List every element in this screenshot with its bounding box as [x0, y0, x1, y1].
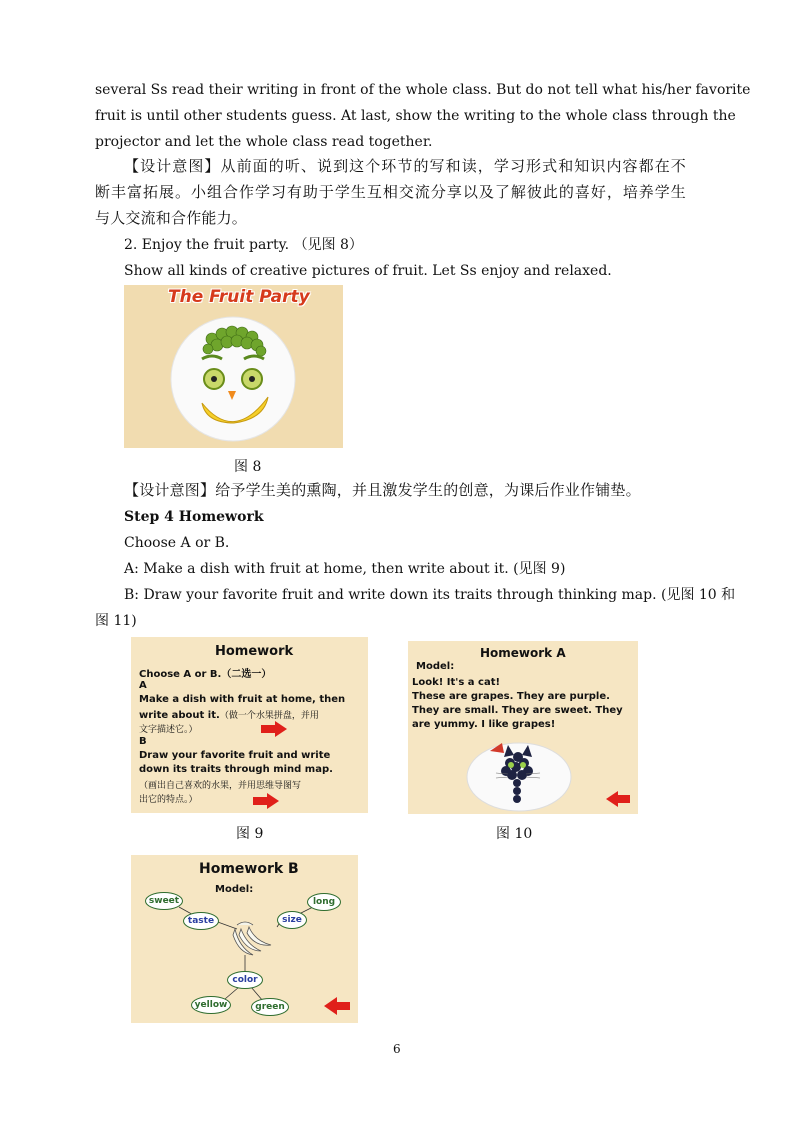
homework-slide — [131, 637, 368, 813]
option-a-line: A: Make a dish with fruit at home, then write about it. (见图 9) — [124, 561, 566, 577]
node-color: color — [227, 971, 263, 989]
node-sweet: sweet — [145, 892, 183, 910]
homework-b-model-label: Model: — [215, 884, 254, 895]
homework-slide-line1: Choose A or B.（二选一） — [139, 669, 272, 680]
option-b-line2: 图 11) — [95, 613, 137, 629]
right-arrow-icon — [261, 721, 287, 737]
fruit-party-slide — [124, 285, 343, 448]
node-size: size — [277, 911, 307, 929]
homework-slide-line4: write about it.（做一个水果拼盘，并用 — [139, 710, 319, 721]
homework-a-line1: Look! It's a cat! — [412, 677, 501, 688]
design-intent-1-line3: 与人交流和合作能力。 — [95, 209, 248, 227]
homework-slide-line9: （画出自己喜欢的水果，并用思维导图写 — [139, 781, 302, 791]
homework-a-slide — [408, 641, 638, 814]
node-yellow: yellow — [191, 996, 231, 1014]
left-arrow-icon — [324, 997, 350, 1015]
item-2-description: Show all kinds of creative pictures of fruit. Let Ss enjoy and relaxed. — [124, 263, 612, 279]
left-arrow-icon — [606, 791, 630, 807]
node-long: long — [307, 893, 341, 911]
homework-slide-line3: Make a dish with fruit at home, then — [139, 694, 346, 705]
design-intent-1-line1: 【设计意图】从前面的听、说到这个环节的写和读，学习形式和知识内容都在不 — [124, 157, 686, 175]
homework-a-model-label: Model: — [416, 661, 455, 672]
homework-b-title: Homework B — [199, 861, 299, 877]
step-4-heading: Step 4 Homework — [124, 509, 264, 525]
option-b-line1: B: Draw your favorite fruit and write down its traits through thinking map. (见图 10 和 — [124, 587, 736, 603]
para1-line1: several Ss read their writing in front of the whole class. But do not tell what his/her favorite — [95, 82, 751, 98]
node-green: green — [251, 998, 289, 1016]
para1-line2: fruit is until other students guess. At last, show the writing to the whole class through the — [95, 108, 736, 124]
choose-line: Choose A or B. — [124, 535, 230, 551]
para1-line3: projector and let the whole class read together. — [95, 134, 433, 150]
homework-slide-title: Homework — [215, 644, 294, 659]
banana-bunch-icon — [233, 922, 271, 955]
homework-a-line4: are yummy. I like grapes! — [412, 719, 556, 730]
homework-slide-line6: B — [139, 736, 147, 747]
right-arrow-icon — [253, 793, 279, 809]
fruit-party-title: The Fruit Party — [168, 287, 310, 307]
item-2-heading: 2. Enjoy the fruit party. （见图 8） — [124, 237, 363, 253]
grape-cat-plate-illustration — [466, 733, 572, 813]
homework-slide-line10: 出它的特点。） — [139, 795, 198, 805]
figure-8-caption: 图 8 — [234, 459, 262, 475]
design-intent-2: 【设计意图】给予学生美的熏陶，并且激发学生的创意，为课后作业作铺垫。 — [124, 481, 641, 499]
node-taste: taste — [183, 912, 219, 930]
homework-a-line2: These are grapes. They are purple. — [412, 691, 610, 702]
page-number: 6 — [393, 1042, 401, 1056]
figure-9-caption: 图 9 — [236, 826, 264, 842]
homework-slide-line5: 文字描述它。） — [139, 725, 198, 735]
homework-a-title: Homework A — [480, 646, 566, 660]
homework-slide-line2: A — [139, 680, 147, 691]
design-intent-1-line2: 断丰富拓展。小组合作学习有助于学生互相交流分享以及了解彼此的喜好，培养学生 — [95, 183, 686, 201]
homework-b-slide — [131, 855, 358, 1023]
fruit-face-plate-illustration — [124, 285, 343, 448]
figure-10-caption: 图 10 — [496, 826, 533, 842]
homework-slide-line8: down its traits through mind map. — [139, 764, 333, 775]
homework-a-line3: They are small. They are sweet. They — [412, 705, 623, 716]
homework-slide-line7: Draw your favorite fruit and write — [139, 750, 331, 761]
